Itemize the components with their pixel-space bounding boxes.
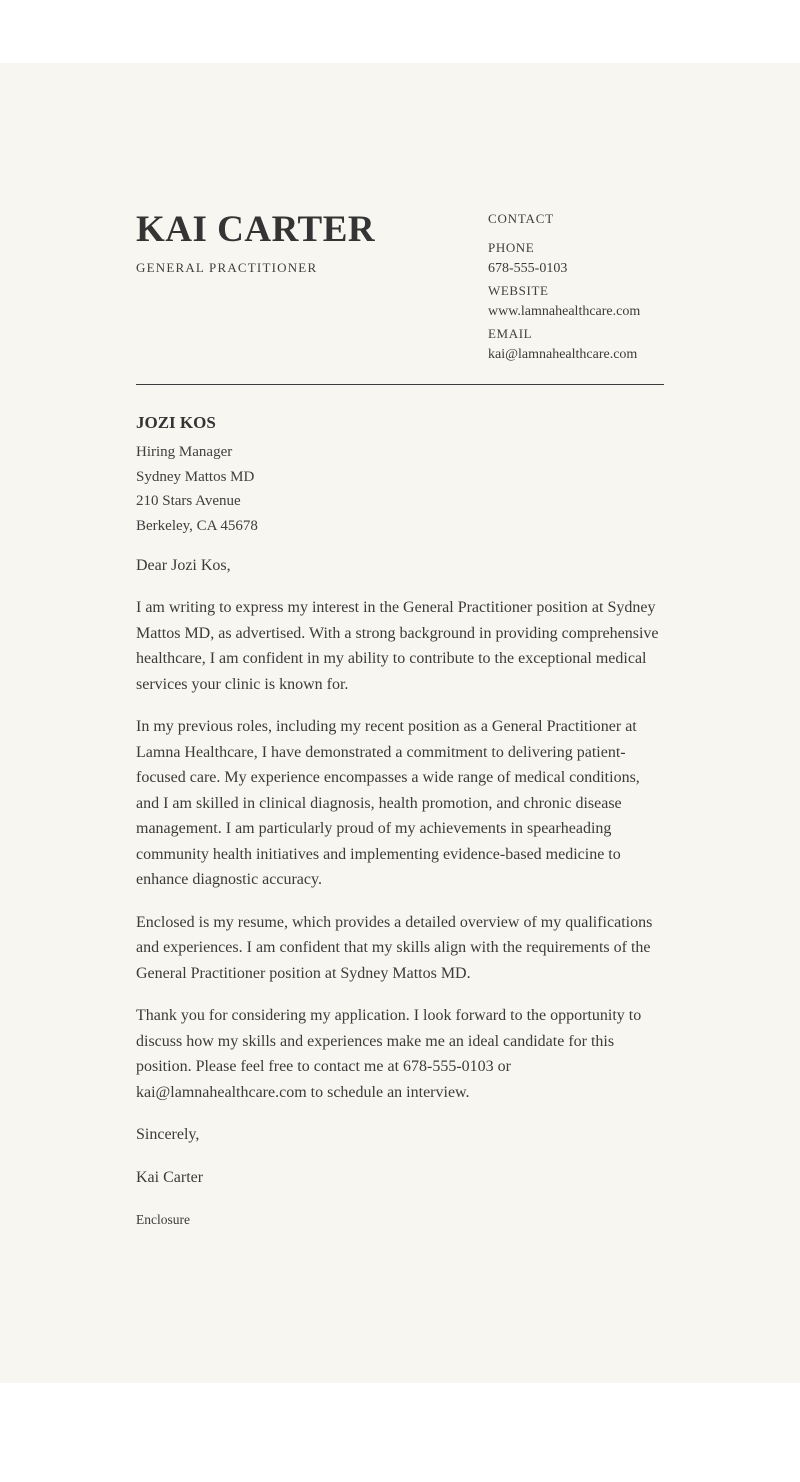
paragraph-resume: Enclosed is my resume, which provides a detailed overview of my qualifications and experiences. I am confident that my skills align with the requirements of the General Practitioner position at Sydney Mattos MD. [136,913,653,982]
recipient-block [136,413,664,539]
recipient-company-line: Sydney Mattos MD [136,468,255,485]
sender-name: KAI CARTER [136,209,376,250]
website-label: WEBSITE [488,283,549,298]
salutation: Dear Jozi Kos, [136,556,231,574]
sender-job-title: GENERAL PRACTITIONER [136,260,318,275]
header-divider [136,384,664,385]
letter-header [136,209,664,369]
contact-block [488,209,664,369]
signature: Kai Carter [136,1168,204,1186]
paragraph-experience: In my previous roles, including my recent position as a General Practitioner at Lamna Healthcare, I have demonstrated a commitment to delivering patient-focused care. My experience encompasses a wide range of medical conditions, and I am skilled in clinical diagnosis, health promotion, and chronic disease management. I am particularly proud of my achievements in spearheading community health initiatives and implementing evidence-based medicine to enhance diagnostic accuracy. [136,718,640,889]
letter-body [136,553,664,1233]
page-content [136,63,664,1233]
email-value: kai@lamnahealthcare.com [488,347,638,362]
enclosure-note: Enclosure [136,1212,190,1228]
contact-heading: CONTACT [488,211,554,226]
email-label: EMAIL [488,326,533,341]
recipient-street-line: 210 Stars Avenue [136,493,241,510]
cover-letter-page [0,63,800,1383]
recipient-city-line: Berkeley, CA 45678 [136,518,258,535]
phone-value: 678-555-0103 [488,261,568,276]
sender-identity [136,209,488,276]
contact-item-website [488,283,664,321]
contact-item-phone [488,240,664,278]
recipient-name: JOZI KOS [136,413,216,432]
website-value: www.lamnahealthcare.com [488,304,641,319]
contact-item-email [488,326,664,364]
recipient-role-line: Hiring Manager [136,444,233,460]
paragraph-intro: I am writing to express my interest in the General Practitioner position at Sydney Mattos MD, as advertised. With a strong background in providing comprehensive healthcare, I am confident in my ability to contribute to the exceptional medical services your clinic is known for. [136,599,659,693]
paragraph-thanks: Thank you for considering my application. I look forward to the opportunity to discuss how my skills and experiences make me an ideal candidate for this position. Please feel free to contact me at 678-555-0103 or kai@lamnahealthcare.com to schedule an interview. [136,1007,642,1101]
closing: Sincerely, [136,1126,200,1144]
phone-label: PHONE [488,240,535,255]
